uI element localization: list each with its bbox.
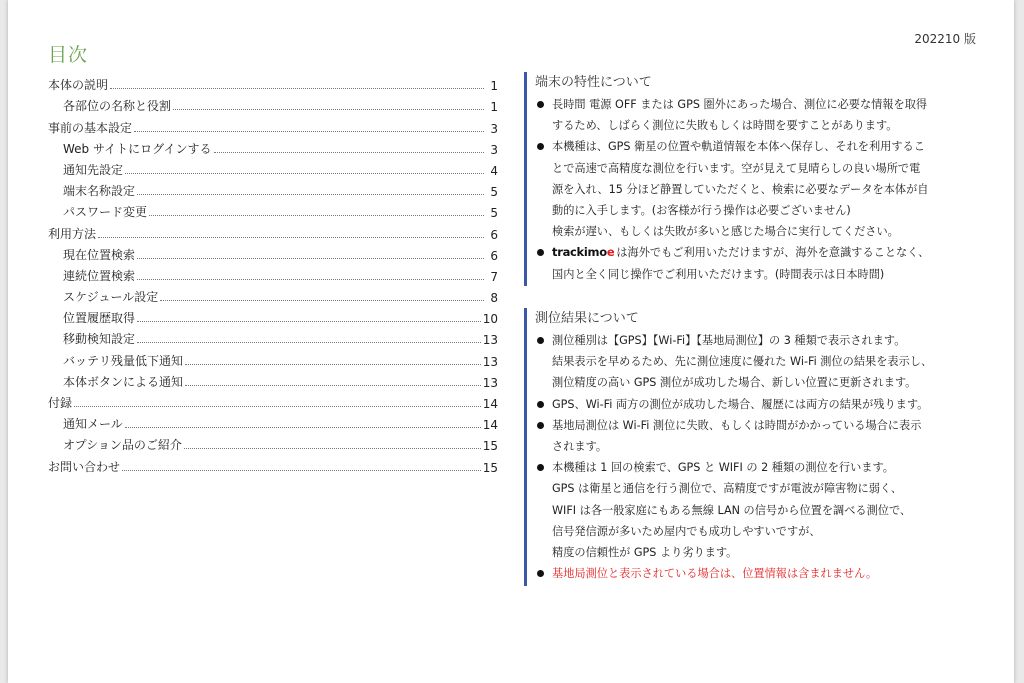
- toc-leader-dots: [137, 279, 484, 280]
- bullet-line: GPS、Wi-Fi 両方の測位が成功した場合、履歴には両方の結果が残ります。: [552, 397, 929, 411]
- toc-entry[interactable]: [48, 199, 498, 220]
- bullet-item: [535, 330, 985, 394]
- bullet-line: されます。: [552, 440, 608, 454]
- toc-entry-label: 通知メール: [63, 417, 123, 432]
- toc-entry-label: お問い合わせ: [48, 459, 121, 474]
- version-label: 202210 版: [914, 32, 976, 46]
- document-page: [8, 0, 1014, 683]
- toc-entry[interactable]: [48, 263, 498, 284]
- bullet-list: [535, 94, 985, 285]
- bullet-line: 動的に入手します。(お客様が行う操作は必要ございません): [552, 204, 851, 218]
- bullet-line: 結果表示を早めるため、先に測位速度に優れた Wi-Fi 測位の結果を表示し、: [552, 355, 933, 369]
- toc-entry[interactable]: [48, 178, 498, 199]
- toc-entry-page: 13: [482, 375, 498, 390]
- bullet-item: [535, 242, 985, 284]
- trackimoe-logo: trackimoe: [552, 245, 615, 260]
- toc-entry-page: 15: [482, 460, 498, 475]
- toc-entry[interactable]: [48, 390, 498, 411]
- bullet-line: trackimoe は海外でもご利用いただけますが、海外を意識することなく、: [552, 242, 985, 263]
- toc-entry[interactable]: [48, 93, 498, 114]
- toc-entry-label: パスワード変更: [63, 205, 148, 220]
- toc-entry-page: 3: [490, 121, 498, 136]
- bullet-line: 基地局測位は Wi-Fi 測位に失敗、もしくは時間がかかっている場合に表示: [552, 418, 922, 432]
- toc-entry-page: 1: [490, 79, 498, 94]
- toc-entry-page: 6: [490, 227, 498, 242]
- bullet-line: 精度の信頼性が GPS より劣ります。: [552, 546, 738, 560]
- toc-leader-dots: [98, 237, 484, 238]
- toc-entry-page: 5: [490, 206, 498, 221]
- toc-leader-dots: [134, 131, 484, 132]
- bullet-line: 測位精度の高い GPS 測位が成功した場合、新しい位置に更新されます。: [552, 376, 917, 390]
- bullet-line: 本機種は 1 回の検索で、GPS と WIFI の 2 種類の測位を行います。: [552, 461, 894, 475]
- toc-entry-page: 6: [490, 248, 498, 263]
- toc-entry[interactable]: [48, 136, 498, 157]
- toc-entry-label: 事前の基本設定: [48, 120, 133, 135]
- toc-leader-dots: [125, 173, 484, 174]
- toc-entry-page: 10: [482, 312, 498, 327]
- toc-entry-label: 各部位の名称と役割: [63, 99, 172, 114]
- toc-entry[interactable]: [48, 284, 498, 305]
- bullet-item: [535, 94, 985, 136]
- toc-leader-dots: [185, 364, 481, 365]
- toc-entry-page: 14: [482, 418, 498, 433]
- toc-entry[interactable]: [48, 411, 498, 432]
- bullet-item: [535, 136, 985, 242]
- bullet-line: 本機種は、GPS 衛星の位置や軌道情報を本体へ保存し、それを利用するこ: [552, 140, 925, 154]
- toc-entry-page: 13: [482, 354, 498, 369]
- toc-entry-label: 利用方法: [48, 226, 97, 241]
- toc-entry-label: オプション品のご紹介: [63, 438, 182, 453]
- positioning-results-section: [524, 308, 985, 586]
- toc-entry-page: 15: [482, 439, 498, 454]
- toc-leader-dots: [137, 194, 484, 195]
- toc-leader-dots: [160, 300, 484, 301]
- toc-leader-dots: [74, 406, 481, 407]
- toc-entry-label: 移動検知設定: [63, 332, 136, 347]
- toc-leader-dots: [125, 427, 481, 428]
- bullet-line: 検索が遅い、もしくは失敗が多いと感じた場合に実行してください。: [552, 225, 899, 239]
- toc-entry[interactable]: [48, 326, 498, 347]
- toc-entry-page: 3: [490, 142, 498, 157]
- bullet-item: [535, 457, 985, 563]
- bullet-item: [535, 563, 985, 584]
- device-characteristics-section: [524, 72, 985, 286]
- bullet-item: [535, 394, 985, 415]
- bullet-line: GPS は衛星と通信を行う測位で、高精度ですが電波が障害物に弱く、: [552, 482, 903, 496]
- toc-entry-page: 7: [490, 269, 498, 284]
- toc-entry-page: 13: [482, 333, 498, 348]
- bullet-line: 信号発信源が多いため屋内でも成功しやすいですが、: [552, 524, 821, 538]
- bullet-line: 測位種別は【GPS】【Wi-Fi】【基地局測位】の 3 種類で表示されます。: [552, 334, 906, 347]
- toc-entry[interactable]: [48, 220, 498, 241]
- bullet-line: とで高速で高精度な測位を行います。空が見えて見晴らしの良い場所で電: [552, 161, 921, 175]
- bullet-item: [535, 415, 985, 457]
- bullet-line: 基地局測位と表示されている場合は、位置情報は含まれません。: [552, 567, 878, 581]
- toc-entry[interactable]: [48, 347, 498, 368]
- toc-entry-page: 5: [490, 185, 498, 200]
- section-title: 測位結果について: [535, 311, 639, 326]
- bullet-line: 源を入れ、15 分ほど静置していただくと、検索に必要なデータを本体が自: [552, 182, 929, 196]
- toc-leader-dots: [184, 448, 481, 449]
- table-of-contents: [48, 72, 498, 475]
- toc-entry-label: 現在位置検索: [63, 247, 136, 262]
- toc-entry[interactable]: [48, 114, 498, 135]
- toc-entry[interactable]: [48, 72, 498, 93]
- toc-leader-dots: [137, 342, 481, 343]
- toc-entry[interactable]: [48, 453, 498, 474]
- toc-entry-label: 本体ボタンによる通知: [63, 374, 184, 389]
- toc-leader-dots: [173, 109, 484, 110]
- toc-entry-label: Web サイトにログインする: [63, 141, 212, 156]
- toc-leader-dots: [122, 470, 481, 471]
- bullet-line: 長時間 電源 OFF または GPS 圏外にあった場合、測位に必要な情報を取得: [552, 98, 928, 111]
- toc-entry-label: 本体の説明: [48, 78, 109, 93]
- toc-entry-page: 8: [490, 291, 498, 306]
- bullet-line: 国内と全く同じ操作でご利用いただけます。(時間表示は日本時間): [552, 267, 885, 281]
- toc-entry-label: 連続位置検索: [63, 268, 136, 283]
- toc-entry-label: 位置履歴取得: [63, 311, 136, 326]
- toc-entry[interactable]: [48, 305, 498, 326]
- toc-leader-dots: [137, 321, 481, 322]
- section-title: 端末の特性について: [535, 75, 652, 90]
- toc-entry[interactable]: [48, 369, 498, 390]
- toc-leader-dots: [137, 258, 484, 259]
- toc-title: 目次: [48, 44, 89, 66]
- toc-leader-dots: [149, 215, 484, 216]
- bullet-list: [535, 330, 985, 584]
- toc-entry[interactable]: [48, 242, 498, 263]
- toc-entry-page: 14: [482, 397, 498, 411]
- toc-entry-label: バッテリ残量低下通知: [63, 353, 184, 368]
- toc-entry[interactable]: [48, 432, 498, 453]
- toc-entry-label: 付録: [48, 396, 73, 410]
- toc-entry-page: 1: [490, 100, 498, 115]
- toc-entry[interactable]: [48, 157, 498, 178]
- toc-entry-label: 通知先設定: [63, 162, 124, 177]
- toc-entry-label: スケジュール設定: [63, 290, 159, 305]
- toc-leader-dots: [110, 88, 484, 89]
- bullet-line: するため、しばらく測位に失敗もしくは時間を要すことがあります。: [552, 119, 898, 133]
- toc-leader-dots: [214, 152, 484, 153]
- toc-leader-dots: [185, 385, 481, 386]
- toc-entry-label: 端末名称設定: [63, 184, 136, 199]
- bullet-line: WIFI は各一般家庭にもある無線 LAN の信号から位置を調べる測位で、: [552, 503, 912, 517]
- toc-entry-page: 4: [490, 163, 498, 178]
